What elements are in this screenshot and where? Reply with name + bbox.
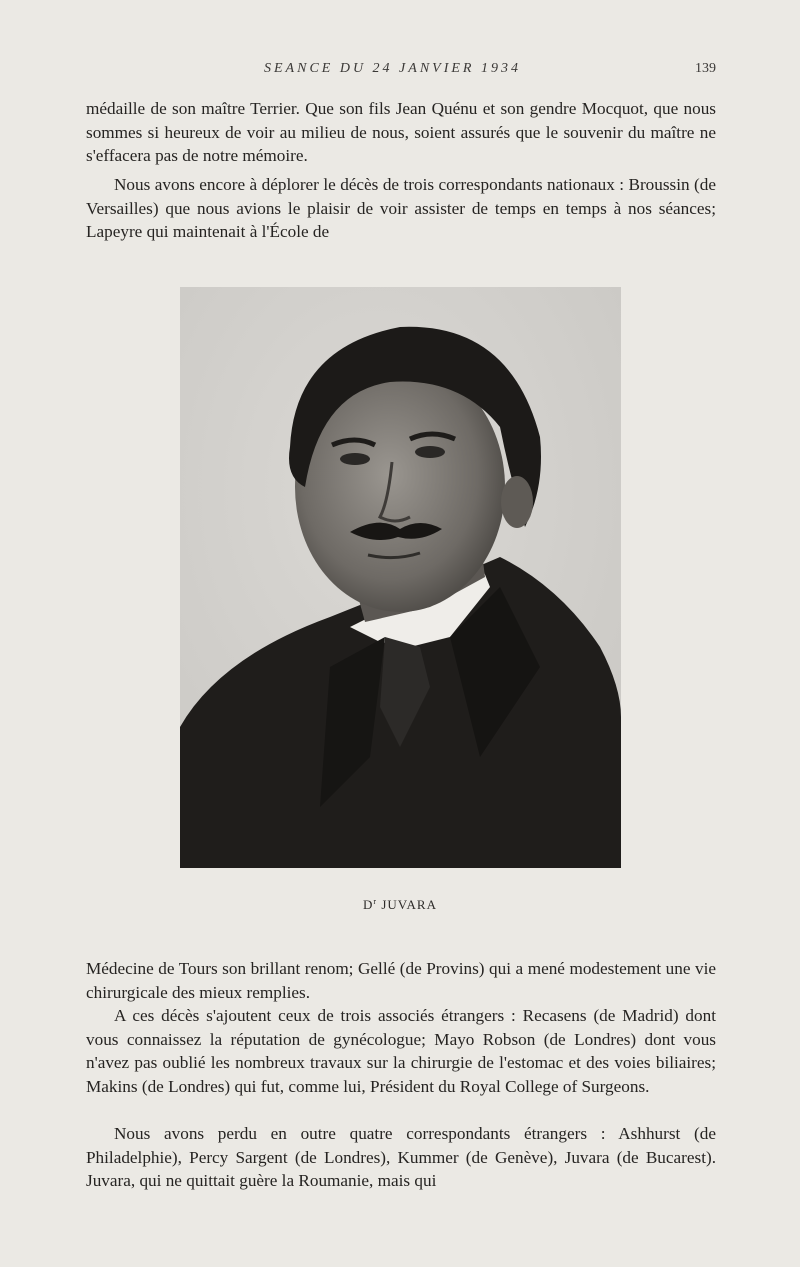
caption-superscript: r [373,897,378,906]
portrait-image [180,287,621,868]
paragraph-3: Médecine de Tours son brillant renom; Gellé (de Provins) qui a mené modestement une vie chirurgicale des mieux remplies. [86,959,716,1002]
paragraph-2: Nous avons encore à déplorer le décès de trois correspondants nationaux : Broussin (de Versailles) que nous avions le plaisir de voir assister de temps en temps à nos séances; Lapeyre qui maintenait à l'École de [86,175,716,241]
portrait-photo [180,287,621,868]
running-head [0,61,800,83]
paragraph-5: Nous avons perdu en outre quatre correspondants étrangers : Ashhurst (de Philadelphie), Percy Sargent (de Londres), Kummer (de Genève), Juvara (de Bucarest). Juvara, qui ne quittait guère la Roumanie, mais qui [86,1124,716,1190]
paragraph-4: A ces décès s'ajoutent ceux de trois associés étrangers : Recasens (de Madrid) dont vous connaissez la réputation de gynécologue; Mayo Robson (de Londres) dont vous n'avez pas oublié les nombreux travaux sur la chirurgie de l'estomac et des voies biliaires; Makins (de Londres) qui fut, comme lui, Président du Royal College of Surgeons. [86,1006,716,1096]
page-number: 139 [695,61,716,76]
photo-caption [0,897,800,913]
caption-prefix: D [363,897,374,912]
running-head-title: SEANCE DU 24 JANVIER 1934 [264,61,521,76]
paragraph-1: médaille de son maître Terrier. Que son fils Jean Quénu et son gendre Mocquot, que nous sommes si heureux de voir au milieu de nous, soient assurés que le souvenir du maître ne s'effacera pas de notre mémoire. [86,99,716,165]
caption-name: JUVARA [381,897,437,912]
